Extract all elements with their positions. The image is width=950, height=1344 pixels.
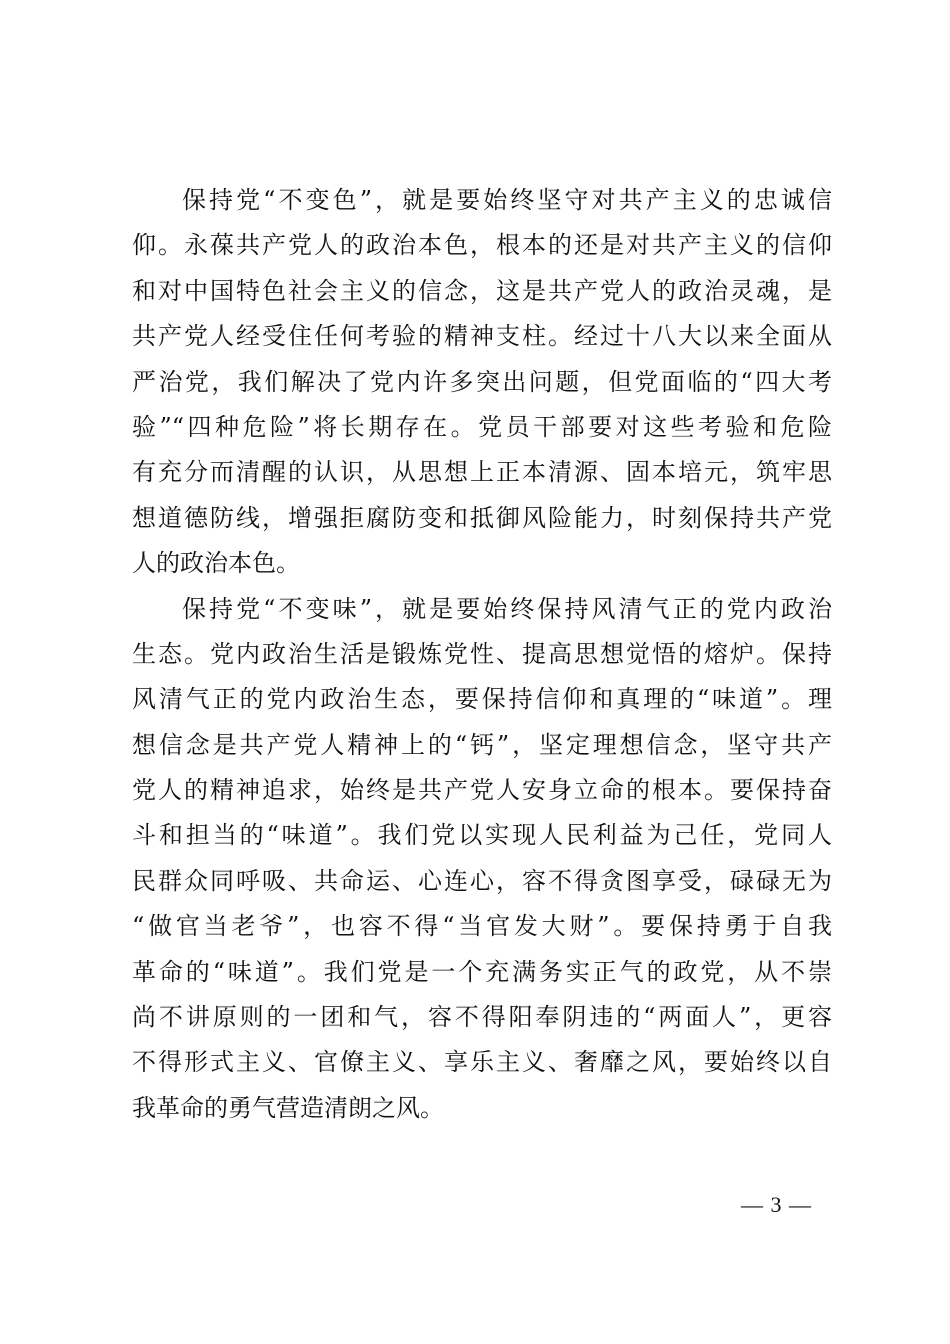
paragraph-1-line-4: 共产党人经受住任何考验的精神支柱。经过十八大以来全面从 <box>132 322 832 351</box>
paragraph-2-line-2: 生态。党内政治生活是锻炼党性、提高思想觉悟的熔炉。保持 <box>132 639 832 668</box>
paragraph-2-line-1: 保持党“不变味”，就是要始终保持风清气正的党内政治 <box>182 594 832 623</box>
paragraph-2-line-8: “做官当老爷”，也容不得“当官发大财”。要保持勇于自我 <box>132 912 832 941</box>
paragraph-1-line-6: 验”“四种危险”将长期存在。党员干部要对这些考验和危险 <box>132 412 832 441</box>
paragraph-2-line-10: 尚不讲原则的一团和气，容不得阳奉阴违的“两面人”，更容 <box>132 1003 832 1032</box>
paragraph-2-line-5: 党人的精神追求，始终是共产党人安身立命的根本。要保持奋 <box>132 776 832 805</box>
paragraph-2-line-11: 不得形式主义、官僚主义、享乐主义、奢靡之风，要始终以自 <box>132 1048 832 1077</box>
page-number: — 3 — <box>741 1192 812 1217</box>
paragraph-1-line-8: 想道德防线，增强拒腐防变和抵御风险能力，时刻保持共产党 <box>132 503 832 532</box>
paragraph-1-line-9: 人的政治本色。 <box>132 549 300 578</box>
paragraph-1-line-5: 严治党，我们解决了党内许多突出问题，但党面临的“四大考 <box>132 367 832 396</box>
paragraph-2-line-3: 风清气正的党内政治生态，要保持信仰和真理的“味道”。理 <box>132 685 832 714</box>
paragraph-2-line-7: 民群众同呼吸、共命运、心连心，容不得贪图享受，碌碌无为 <box>132 866 832 895</box>
paragraph-1-line-3: 和对中国特色社会主义的信念，这是共产党人的政治灵魂，是 <box>132 276 832 305</box>
paragraph-1-line-2: 仰。永葆共产党人的政治本色，根本的还是对共产主义的信仰 <box>132 231 832 260</box>
paragraph-2-line-12: 我革命的勇气营造清朗之风。 <box>132 1093 444 1122</box>
paragraph-1-line-7: 有充分而清醒的认识，从思想上正本清源、固本培元，筑牢思 <box>132 458 832 487</box>
body-text <box>132 178 832 1131</box>
paragraph-2-line-4: 想信念是共产党人精神上的“钙”，坚定理想信念，坚守共产 <box>132 730 832 759</box>
paragraph-2-line-6: 斗和担当的“味道”。我们党以实现人民利益为己任，党同人 <box>132 821 832 850</box>
paragraph-1-line-1: 保持党“不变色”，就是要始终坚守对共产主义的忠诚信 <box>182 186 832 214</box>
paragraph-2-line-9: 革命的“味道”。我们党是一个充满务实正气的政党，从不崇 <box>132 957 832 986</box>
